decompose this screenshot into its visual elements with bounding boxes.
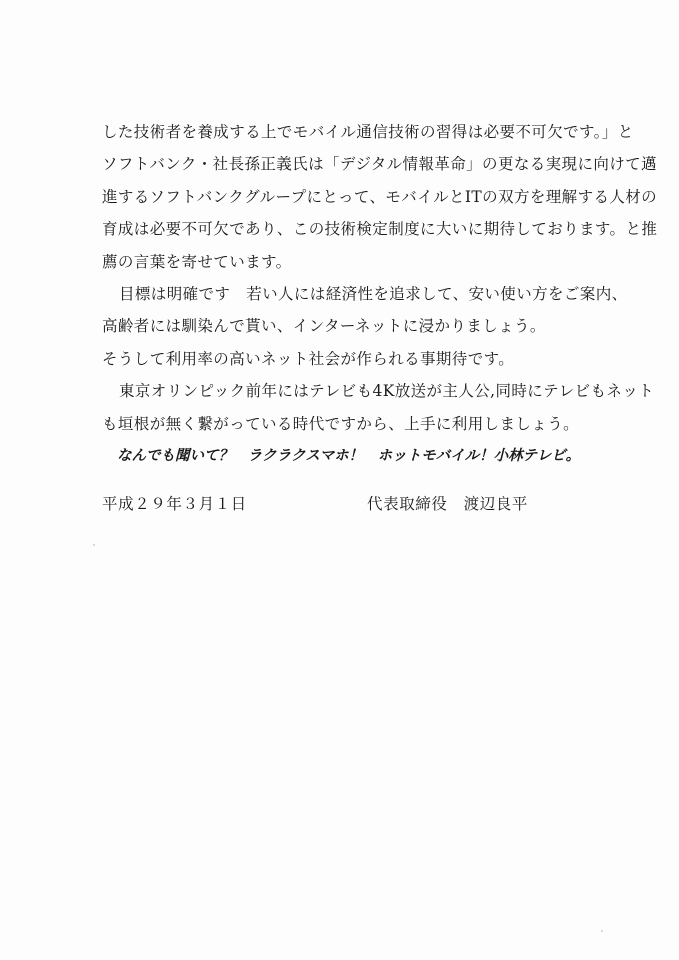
text-line: 薦の言葉を寄せています。 bbox=[102, 252, 292, 271]
text-line: も垣根が無く繋がっている時代ですから、上手に利用しましょう。 bbox=[102, 414, 580, 433]
body-text bbox=[102, 116, 658, 472]
text-line: 目標は明確です 若い人には経済性を追求して、安い使い方をご案内、 bbox=[119, 284, 628, 303]
text-line: 育成は必要不可欠であり、この技術検定制度に大いに期待しております。と推 bbox=[102, 220, 658, 239]
text-line: した技術者を養成する上でモバイル通信技術の習得は必要不可欠です。」と bbox=[102, 123, 634, 141]
scan-speck bbox=[601, 930, 603, 932]
text-line: 高齢者には馴染んで貰い、インターネットに浸かりましょう。 bbox=[102, 317, 546, 336]
text-line: 東京オリンピック前年にはテレビも4K放送が主人公,同時にテレビもネット bbox=[119, 382, 655, 401]
document-date: 平成２９年３月１日 bbox=[102, 495, 247, 513]
text-line: そうして利用率の高いネット社会が作られる事期待です。 bbox=[102, 349, 515, 368]
slogan-line: なんでも聞いて？ ラクラクスマホ！ ホットモバイル！小林テレビ。 bbox=[117, 447, 581, 464]
signatory-name: 代表取締役 渡辺良平 bbox=[367, 495, 529, 513]
text-line: 進するソフトバンクグループにとって、モバイルとITの双方を理解する人材の bbox=[102, 187, 658, 206]
scan-speck bbox=[93, 544, 95, 546]
text-line: ソフトバンク・社長孫正義氏は「デジタル情報革命」の更なる実現に向けて邁 bbox=[102, 155, 657, 174]
